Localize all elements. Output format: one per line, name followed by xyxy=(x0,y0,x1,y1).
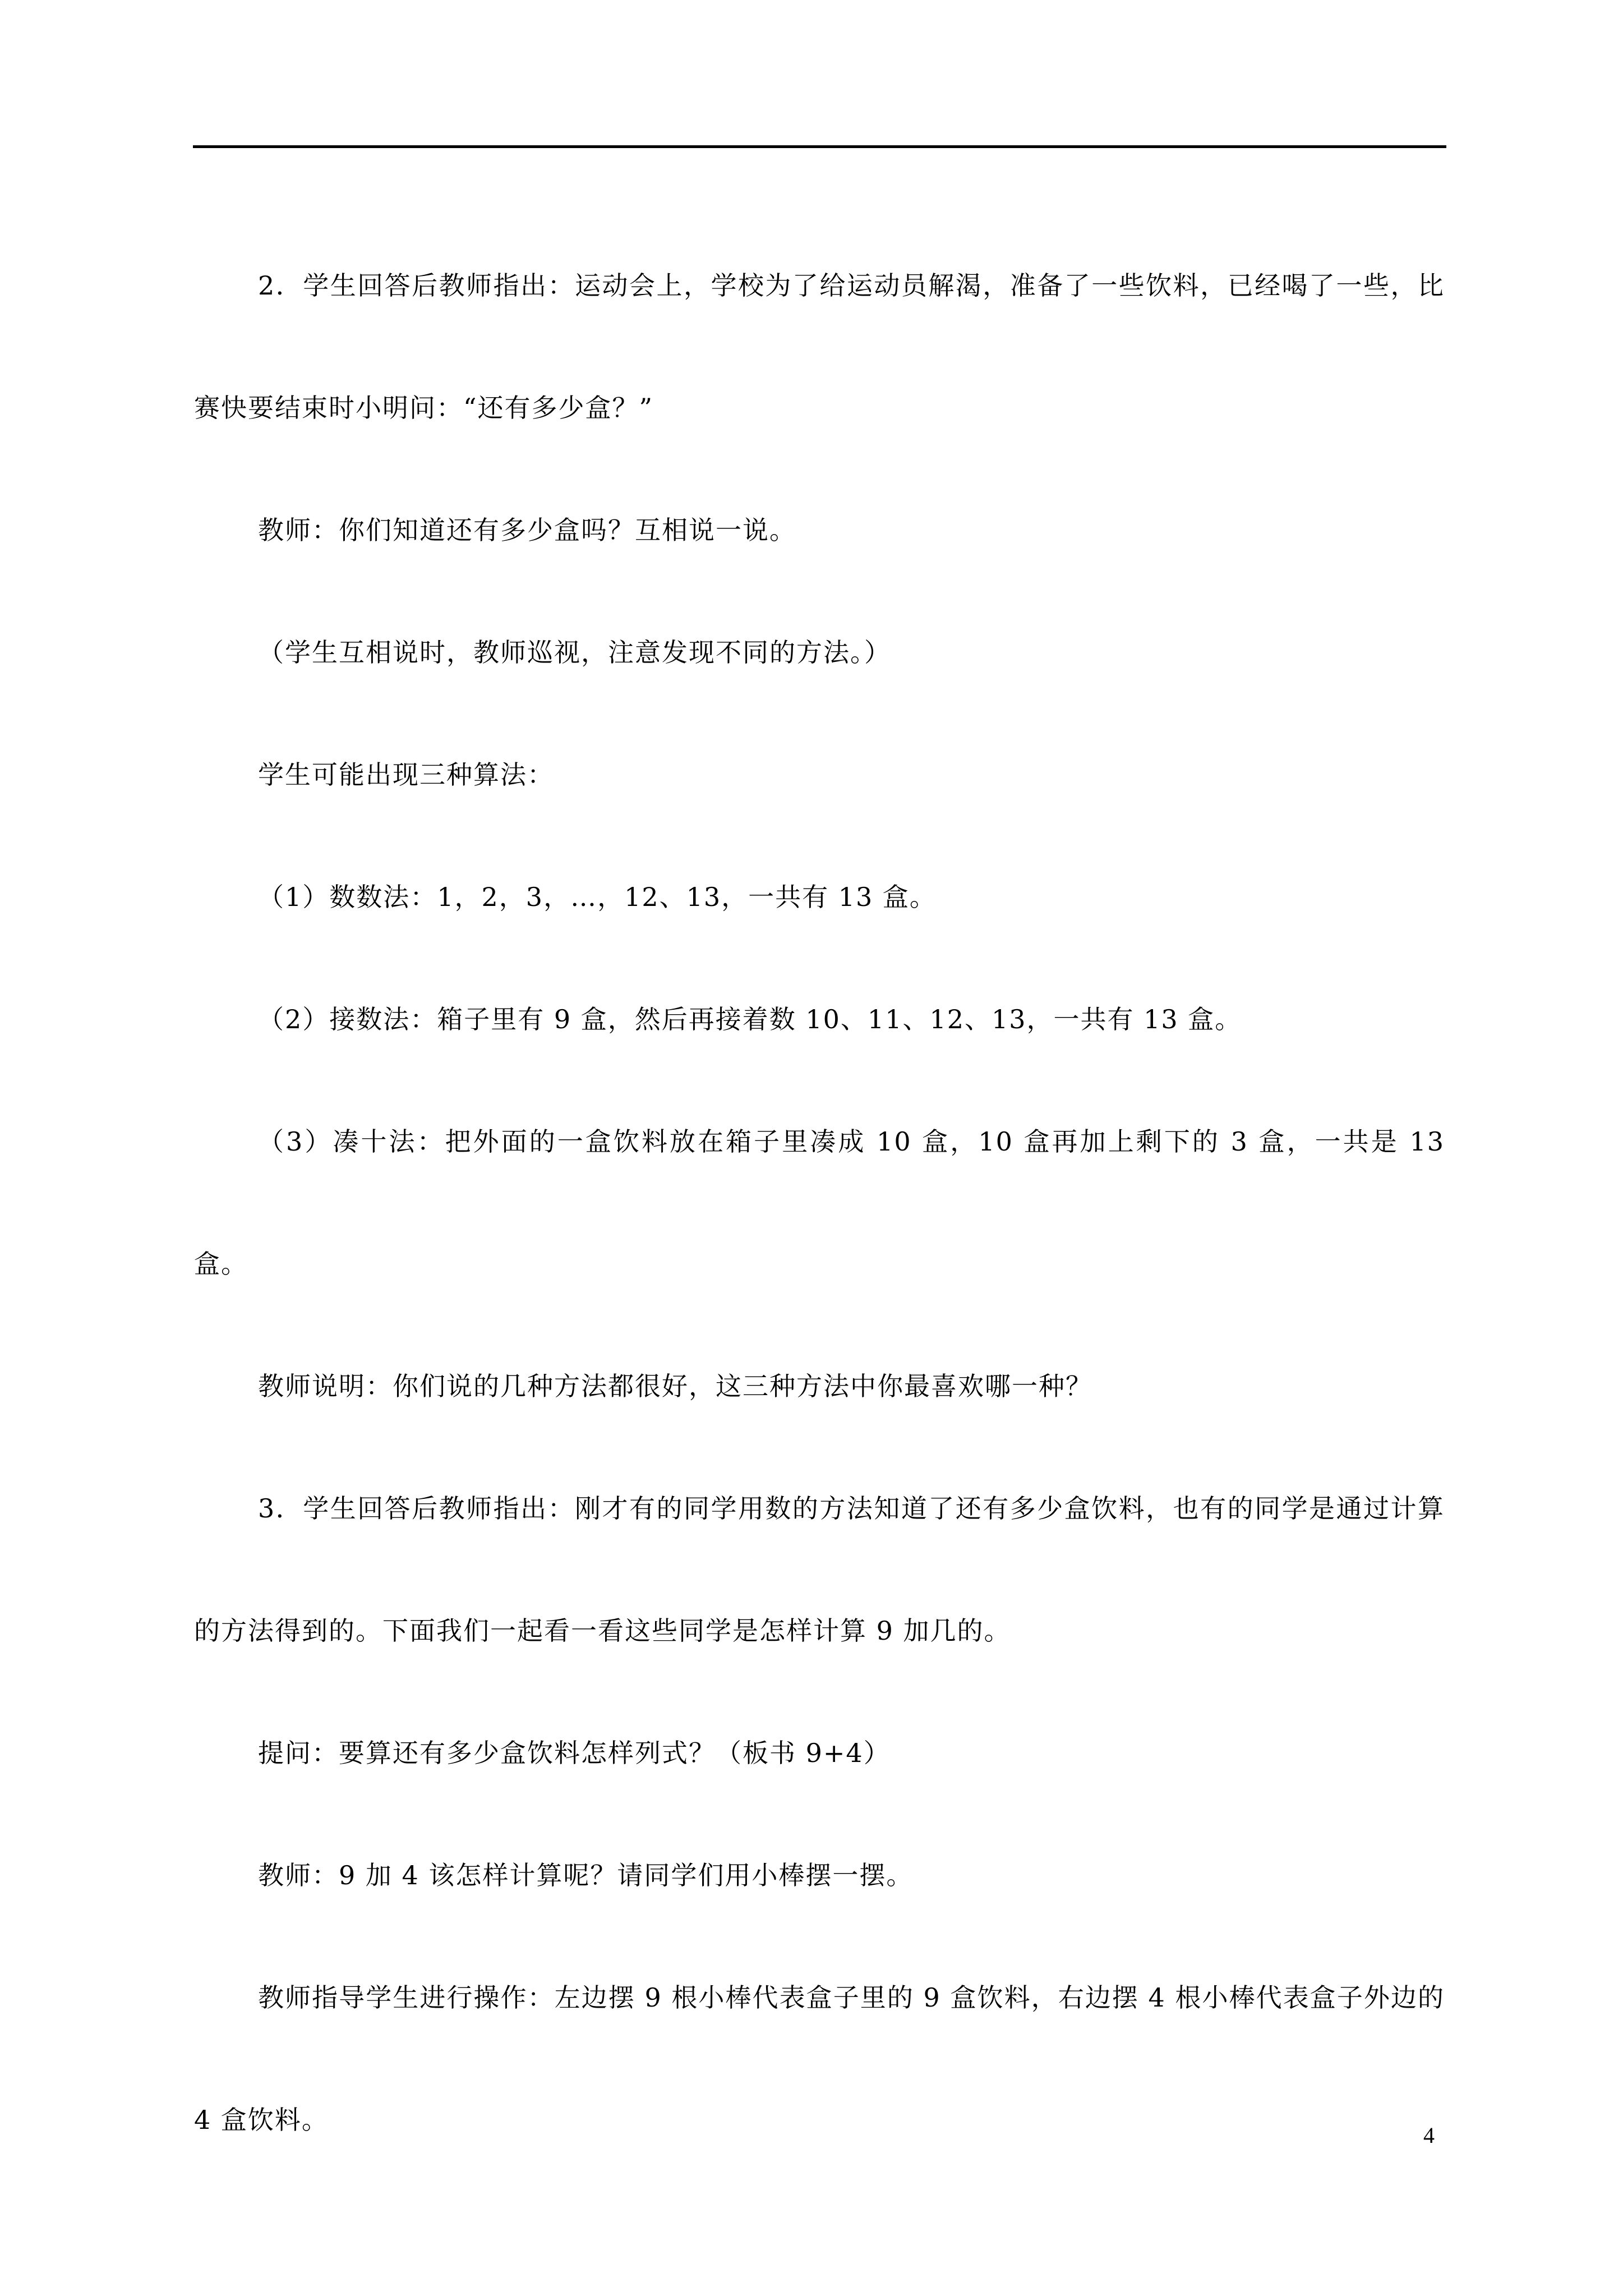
page-number: 4 xyxy=(1423,2123,1435,2148)
paragraph: （3）凑十法：把外面的一盒饮料放在箱子里凑成 10 盒，10 盒再加上剩下的 3 盒，一共是 13 盒。 xyxy=(194,1126,1445,1279)
paragraph: 学生可能出现三种算法： xyxy=(258,760,554,790)
paragraph: 教师指导学生进行操作：左边摆 9 根小棒代表盒子里的 9 盒饮料，右边摆 4 根小棒代表盒子外边的 4 盒饮料。 xyxy=(194,1982,1445,2135)
paragraph: 教师：你们知道还有多少盒吗？互相说一说。 xyxy=(258,515,796,545)
paragraph: 3．学生回答后教师指出：刚才有的同学用数的方法知道了还有多少盒饮料，也有的同学是通过计算的方法得到的。下面我们一起看一看这些同学是怎样计算 9 加几的。 xyxy=(194,1493,1445,1646)
document-body xyxy=(194,224,1445,2181)
paragraph: （学生互相说时，教师巡视，注意发现不同的方法。） xyxy=(258,637,891,668)
paragraph: 提问：要算还有多少盒饮料怎样列式？（板书 9+4） xyxy=(258,1738,891,1768)
paragraph: 教师说明：你们说的几种方法都很好，这三种方法中你最喜欢哪一种？ xyxy=(258,1371,1092,1401)
paragraph: 教师：9 加 4 该怎样计算呢？请同学们用小棒摆一摆。 xyxy=(258,1860,914,1890)
header-rule xyxy=(193,145,1446,148)
paragraph: 2．学生回答后教师指出：运动会上，学校为了给运动员解渴，准备了一些饮料，已经喝了一些，比赛快要结束时小明问：“还有多少盒？” xyxy=(194,270,1445,423)
paragraph: （1）数数法：1，2，3，…，12、13，一共有 13 盒。 xyxy=(258,882,937,912)
paragraph: （2）接数法：箱子里有 9 盒，然后再接着数 10、11、12、13，一共有 13 盒。 xyxy=(258,1004,1242,1034)
